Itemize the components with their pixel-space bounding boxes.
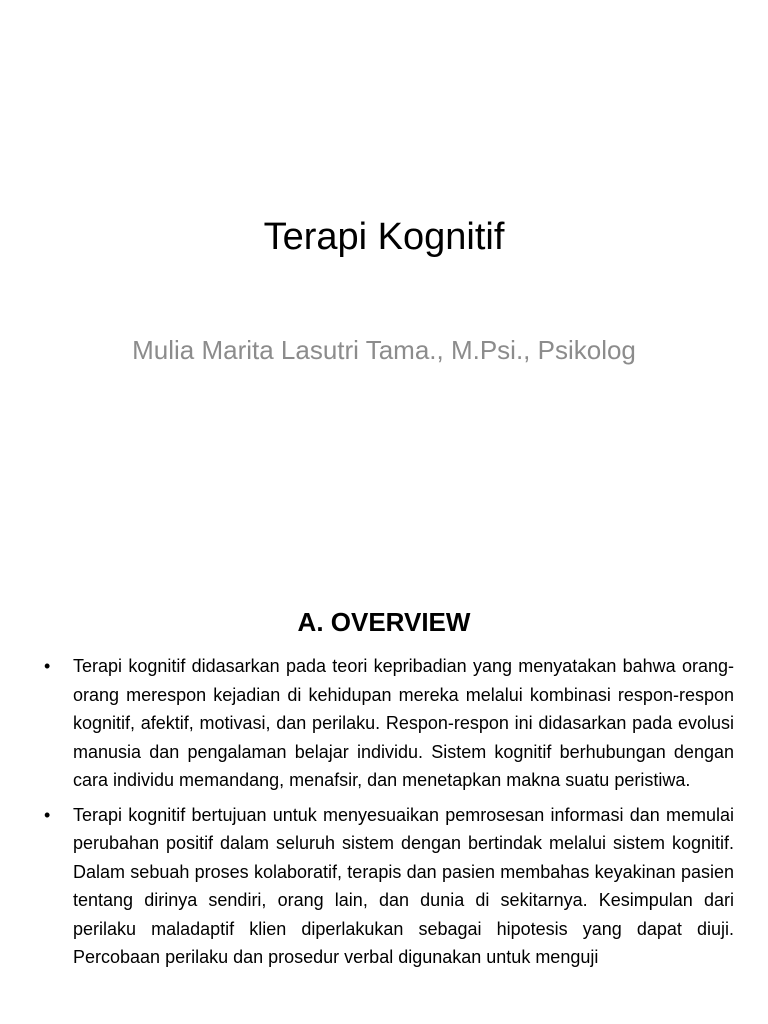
overview-bullet-list [44,652,734,978]
section-heading: A. OVERVIEW [297,607,471,637]
overview-bullet-1 [44,652,734,795]
bullet-marker: • [44,804,51,825]
bullet-text: Terapi kognitif didasarkan pada teori kepribadian yang menyatakan bahwa orang-orang merespon kejadian di kehidupan mereka melalui kombinasi respon-respon kognitif, afektif, motivasi, dan perilaku. Respon-respon ini didasarkan pada evolusi manusia dan pengalaman belajar individu. Sistem kognitif berhubungan dengan cara individu memandang, menafsir, dan menetapkan makna suatu peristiwa. [73,656,734,790]
slide-title: Terapi Kognitif [263,216,505,258]
slide-subtitle: Mulia Marita Lasutri Tama., M.Psi., Psikolog [132,335,636,365]
bullet-text: Terapi kognitif bertujuan untuk menyesuaikan pemrosesan informasi dan memulai perubahan positif dalam seluruh sistem dengan bertindak melalui sistem kognitif. Dalam sebuah proses kolaboratif, terapis dan pasien membahas keyakinan pasien tentang dirinya sendiri, orang lain, dan dunia di sekitarnya. Kesimpulan dari perilaku maladaptif klien diperlakukan sebagai hipotesis yang dapat diuji. Percobaan perilaku dan prosedur verbal digunakan untuk menguji [73,804,734,967]
bullet-marker: • [44,656,51,676]
overview-bullet-2 [44,801,734,972]
